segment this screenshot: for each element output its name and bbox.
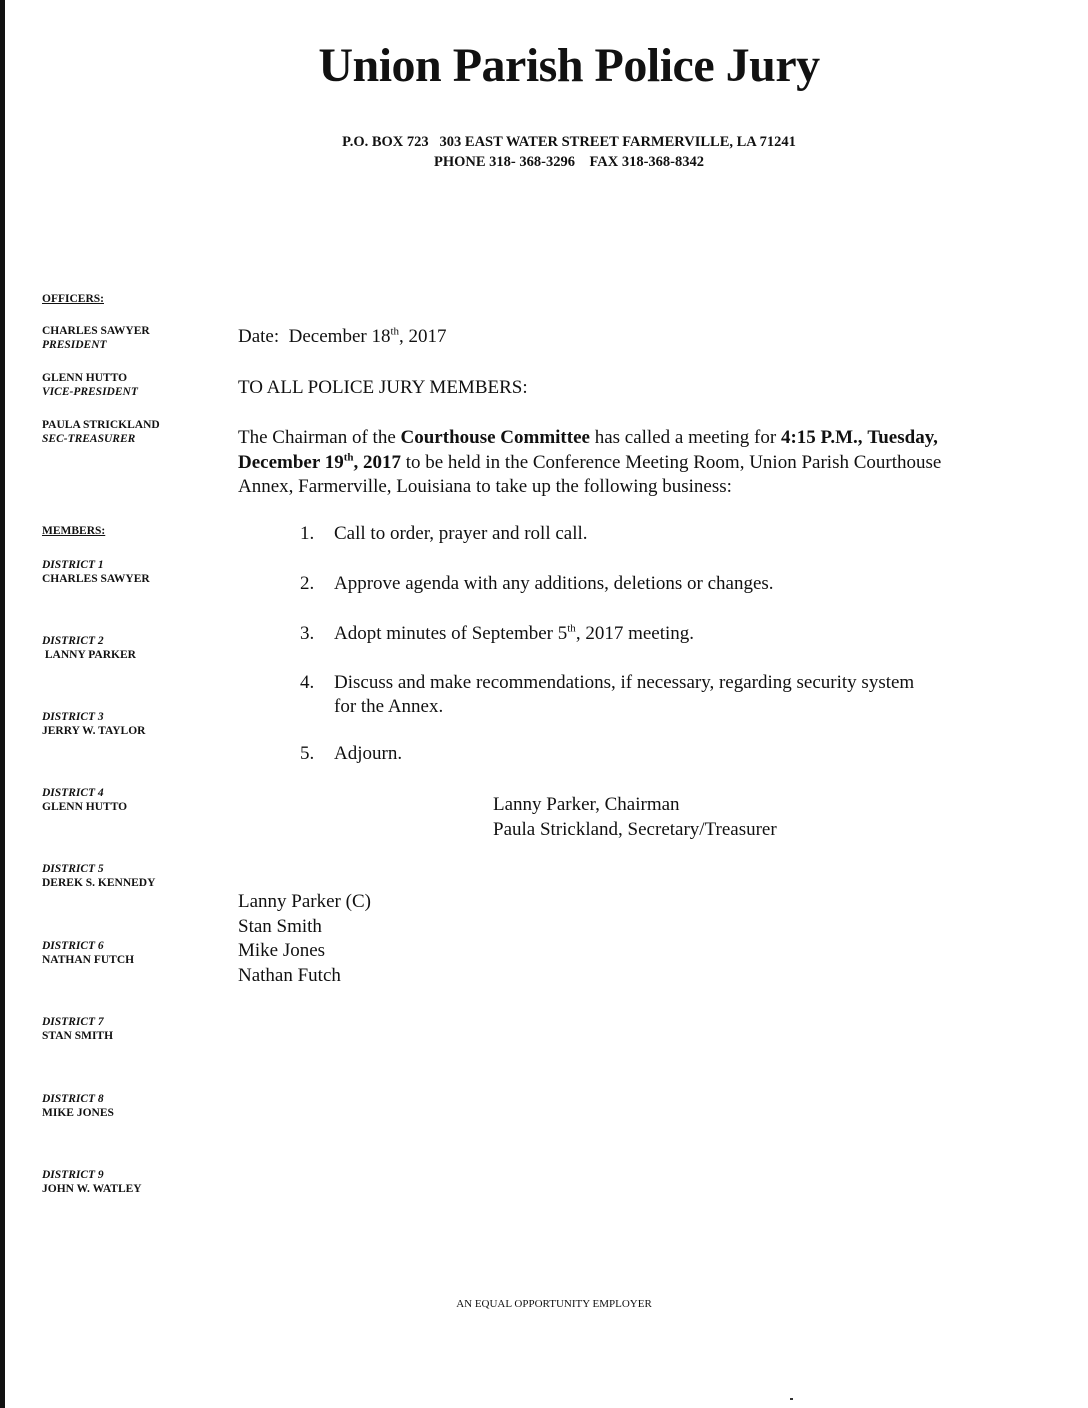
committee-member: Stan Smith bbox=[238, 915, 322, 937]
member-name: GLENN HUTTO bbox=[42, 801, 128, 813]
agenda-number: 2. bbox=[300, 573, 315, 594]
organization-name: Union Parish Police Jury bbox=[318, 39, 820, 92]
agenda-number: 4. bbox=[300, 672, 315, 693]
member-entry bbox=[42, 1092, 114, 1120]
agenda-text: Call to order, prayer and roll call. bbox=[334, 523, 588, 544]
officer-name: PAULA STRICKLAND bbox=[42, 419, 160, 431]
member-district: DISTRICT 9 bbox=[42, 1169, 104, 1181]
officer-title: SEC-TREASURER bbox=[42, 433, 136, 445]
member-name: CHARLES SAWYER bbox=[42, 573, 150, 585]
agenda-text: Adjourn. bbox=[334, 743, 403, 764]
committee-name: Courthouse Committee bbox=[400, 427, 590, 448]
signature-block bbox=[493, 793, 777, 842]
chairman-signature: Lanny Parker, Chairman bbox=[493, 794, 680, 815]
agenda-number: 5. bbox=[300, 743, 315, 764]
officer-name: CHARLES SAWYER bbox=[42, 325, 150, 337]
member-entry bbox=[42, 558, 150, 586]
officers-heading: OFFICERS: bbox=[42, 293, 104, 305]
agenda-ordinal: th bbox=[567, 622, 576, 635]
member-district: DISTRICT 8 bbox=[42, 1093, 104, 1105]
agenda-text: Approve agenda with any additions, deletions or changes. bbox=[334, 573, 774, 594]
member-entry bbox=[42, 634, 136, 662]
member-name: MIKE JONES bbox=[42, 1107, 114, 1119]
para-text: The Chairman of the bbox=[238, 427, 401, 448]
member-name: DEREK S. KENNEDY bbox=[42, 877, 156, 889]
agenda-text: Discuss and make recommendations, if necessary, regarding security system for the Annex. bbox=[334, 672, 915, 717]
officer-name: GLENN HUTTO bbox=[42, 372, 128, 384]
agenda-text-part: Adopt minutes of September 5 bbox=[334, 623, 568, 644]
meeting-day-ordinal: th bbox=[343, 451, 354, 464]
date-ordinal: th bbox=[390, 325, 400, 338]
address-line: P.O. BOX 723 303 EAST WATER STREET FARMERVILLE, LA 71241 bbox=[342, 134, 796, 150]
date-text: Date: December 18 bbox=[238, 326, 391, 347]
committee-member: Nathan Futch bbox=[238, 964, 341, 986]
officer-entry bbox=[42, 324, 150, 352]
member-district: DISTRICT 1 bbox=[42, 559, 104, 571]
officer-entry bbox=[42, 371, 138, 399]
meeting-year: , 2017 bbox=[353, 451, 401, 473]
member-district: DISTRICT 7 bbox=[42, 1016, 104, 1028]
scan-speck bbox=[790, 1398, 793, 1400]
secretary-signature: Paula Strickland, Secretary/Treasurer bbox=[493, 818, 777, 840]
member-name: LANNY PARKER bbox=[42, 649, 136, 661]
member-name: NATHAN FUTCH bbox=[42, 954, 135, 966]
letter-date bbox=[238, 325, 447, 349]
member-entry bbox=[42, 786, 127, 814]
agenda-text-part: , 2017 meeting. bbox=[575, 623, 695, 644]
member-district: DISTRICT 2 bbox=[42, 635, 104, 647]
para-text: has called a meeting for bbox=[589, 427, 781, 448]
scan-edge bbox=[0, 0, 5, 1408]
member-district: DISTRICT 6 bbox=[42, 940, 104, 952]
member-name: JERRY W. TAYLOR bbox=[42, 725, 146, 737]
officer-entry bbox=[42, 418, 160, 446]
member-name: JOHN W. WATLEY bbox=[42, 1183, 142, 1195]
footer-eoe: AN EQUAL OPPORTUNITY EMPLOYER bbox=[456, 1298, 652, 1310]
member-district: DISTRICT 4 bbox=[42, 787, 104, 799]
salutation: TO ALL POLICE JURY MEMBERS: bbox=[238, 377, 528, 398]
agenda-number: 3. bbox=[300, 623, 315, 644]
member-entry bbox=[42, 1015, 113, 1043]
phone-fax-line: PHONE 318- 368-3296 FAX 318-368-8342 bbox=[434, 154, 704, 170]
meeting-day-text: Tuesday, December 19 bbox=[238, 427, 938, 473]
committee-members-list bbox=[238, 890, 371, 988]
agenda-number: 1. bbox=[300, 523, 315, 544]
meeting-time: 4:15 P.M., bbox=[780, 427, 863, 448]
committee-member: Mike Jones bbox=[238, 940, 326, 961]
member-entry bbox=[42, 1168, 142, 1196]
committee-member: Lanny Parker (C) bbox=[238, 891, 371, 912]
member-entry bbox=[42, 710, 145, 738]
member-entry bbox=[42, 862, 155, 890]
members-heading: MEMBERS: bbox=[42, 525, 106, 537]
date-year: , 2017 bbox=[399, 326, 447, 347]
member-entry bbox=[42, 939, 134, 967]
agenda-text bbox=[334, 622, 934, 646]
meeting-notice-paragraph bbox=[238, 426, 968, 500]
member-name: STAN SMITH bbox=[42, 1030, 114, 1042]
para-text: to be held in the Conference Meeting Room, Union Parish Courthouse Annex, Farmerville, Louisiana to take up the following business: bbox=[238, 451, 942, 497]
officer-title: VICE-PRESIDENT bbox=[42, 386, 138, 398]
member-district: DISTRICT 5 bbox=[42, 863, 104, 875]
officer-title: PRESIDENT bbox=[42, 339, 107, 351]
member-district: DISTRICT 3 bbox=[42, 711, 104, 723]
